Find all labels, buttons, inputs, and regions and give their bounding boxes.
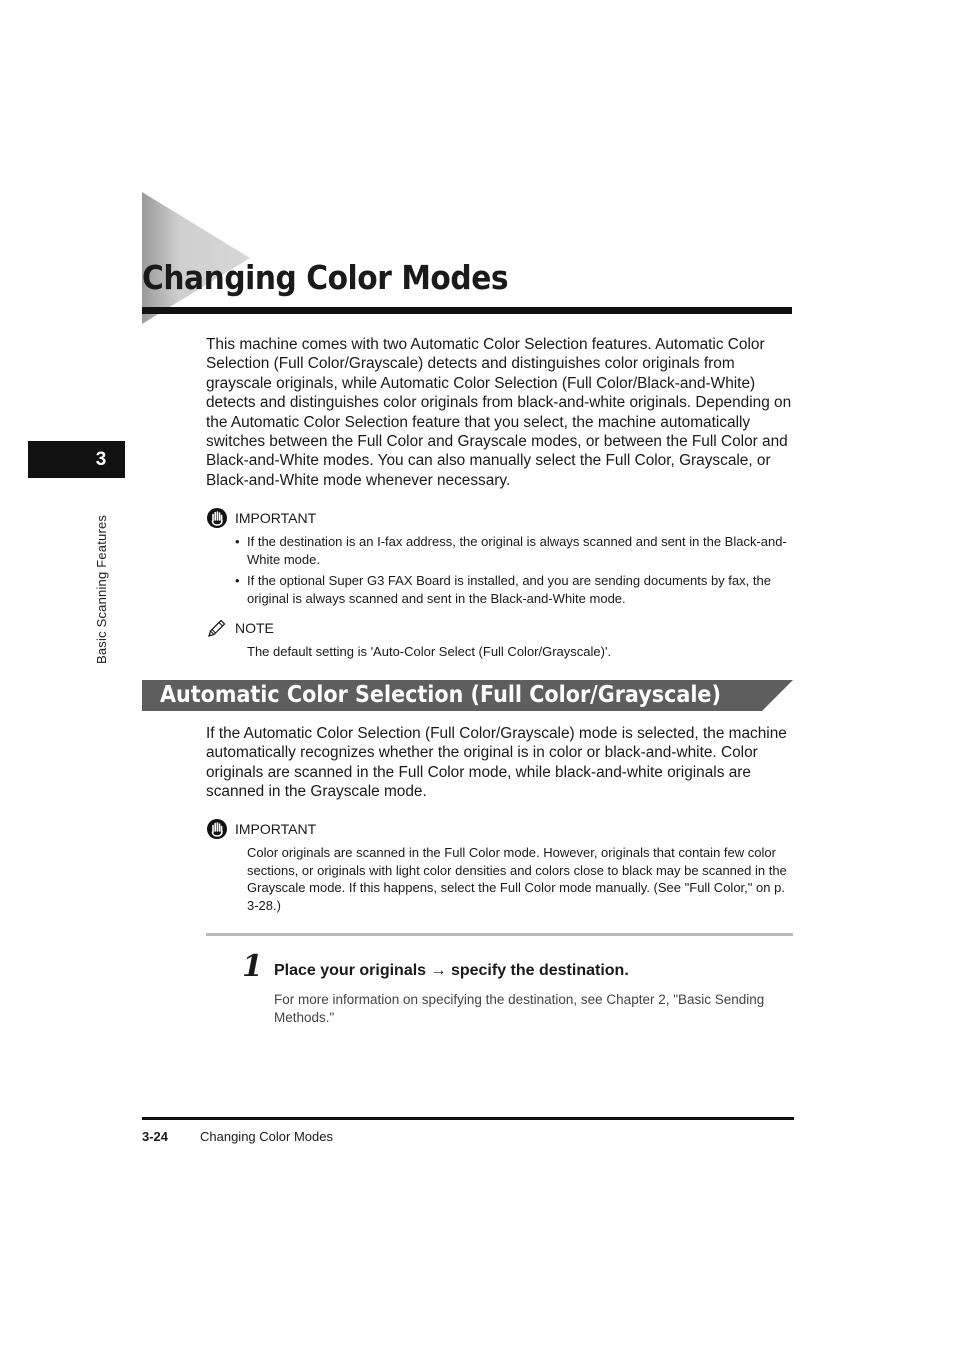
important-label: IMPORTANT	[235, 510, 317, 526]
section-paragraph: If the Automatic Color Selection (Full Color/Grayscale) mode is selected, the machine automatically recognizes whether the original is in color or black-and-white. Color originals are scanned in the Full Color mode, while black-and-white originals are scanned in the Grayscale mode.	[206, 725, 787, 801]
intro-paragraph: This machine comes with two Automatic Color Selection features. Automatic Color Selection (Full Color/Grayscale) detects and distinguishes color originals from grayscale originals, while Automatic Color Selection (Full Color/Black-and-White) detects and distinguishes color originals from black-and-white originals. Depending on the Automatic Color Selection feature that you select, the machine automatically switches between the Full Color and Grayscale modes, or between the Full Color and Black-and-White modes. You can also manually select the Full Color, Grayscale, or Black-and-White mode whenever necessary.	[206, 336, 792, 489]
note-notice	[206, 617, 796, 661]
pencil-icon	[206, 617, 228, 639]
title-rule	[142, 307, 792, 314]
important-notice	[206, 507, 796, 611]
step-description: For more information on specifying the destination, see Chapter 2, "Basic Sending Methods."	[274, 992, 765, 1025]
list-item: • If the optional Super G3 FAX Board is installed, and you are sending documents by fax, the original is always scanned and sent in the Black-and-White mode.	[247, 572, 796, 607]
chapter-tab	[28, 441, 125, 478]
footer-rule	[142, 1117, 794, 1120]
step-divider	[206, 933, 793, 936]
step-number: 1	[242, 949, 263, 984]
chapter-side-label: Basic Scanning Features	[94, 514, 109, 664]
hand-stop-icon	[206, 818, 228, 840]
important-text: Color originals are scanned in the Full Color mode. However, originals that contain few color sections, or originals with light color densities and colors close to black may be scanned in the Grayscale mode. If this happens, select the Full Color mode manually. (See "Full Color," on p. 3-28.)	[247, 845, 787, 913]
page-title: Changing Color Modes	[142, 258, 509, 297]
step-title: Place your originals → specify the destination.	[274, 962, 629, 979]
list-item: • If the destination is an I-fax address, the original is always scanned and sent in the Black-and-White mode.	[247, 533, 796, 568]
important-notice-2	[206, 818, 796, 914]
note-label: NOTE	[235, 620, 274, 636]
hand-stop-icon	[206, 507, 228, 529]
section-title: Automatic Color Selection (Full Color/Grayscale)	[160, 682, 721, 708]
important-label: IMPORTANT	[235, 821, 317, 837]
important-list	[206, 533, 796, 607]
footer-title: Changing Color Modes	[200, 1129, 333, 1144]
note-text: The default setting is 'Auto-Color Select (Full Color/Grayscale)'.	[247, 644, 612, 659]
chapter-number: 3	[95, 448, 107, 470]
footer-page-number: 3-24	[142, 1129, 169, 1144]
